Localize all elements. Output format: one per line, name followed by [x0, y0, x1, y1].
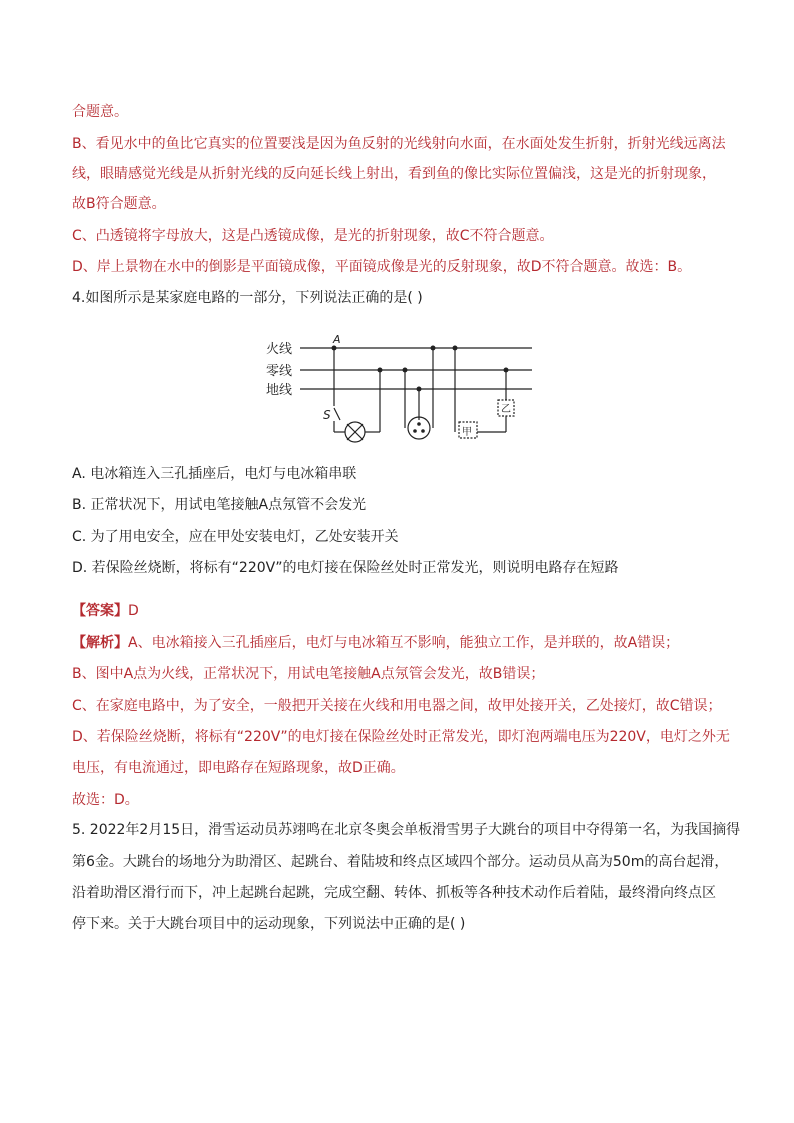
q4-option-c: C. 为了用电安全，应在甲处安装电灯，乙处安装开关: [72, 529, 399, 545]
label-switch-s: S: [323, 408, 331, 422]
label-ground-wire: 地线: [266, 383, 293, 398]
q3-analysis-line-4: 故B符合题意。: [72, 196, 166, 212]
switch-s: [334, 408, 340, 420]
q3-analysis-line-6: D、岸上景物在水中的倒影是平面镜成像，平面镜成像是光的反射现象，故D不符合题意。故选：B。: [72, 259, 692, 275]
q5-stem-line-2: 第6金。大跳台的场地分为助滑区、起跳台、着陆坡和终点区域四个部分。运动员从高为50m的高台起滑，: [72, 854, 729, 870]
socket-icon: [408, 417, 430, 439]
q4-stem: 4.如图所示是某家庭电路的一部分，下列说法正确的是( ): [72, 290, 423, 306]
q3-analysis-line-2: B、看见水中的鱼比它真实的位置要浅是因为鱼反射的光线射向水面，在水面处发生折射，折射光线远离法: [72, 136, 726, 152]
label-yi: 乙: [501, 404, 511, 415]
q4-analysis-line-3: C、在家庭电路中，为了安全，一般把开关接在火线和用电器之间，故甲处接开关，乙处接灯，故C错误；: [72, 698, 722, 714]
answer-value: D: [128, 603, 139, 619]
q3-analysis-line-1: 合题意。: [72, 104, 128, 120]
q4-answer-row: [72, 601, 742, 621]
analysis-text-1: A、电冰箱接入三孔插座后，电灯与电冰箱互不影响，能独立工作，是并联的，故A错误；: [128, 635, 680, 651]
q4-option-b: B. 正常状况下，用试电笔接触A点氖管不会发光: [72, 497, 367, 513]
label-point-a: A: [333, 333, 341, 346]
circuit-diagram: [262, 328, 552, 448]
analysis-tag: 【解析】: [72, 635, 128, 651]
label-jia: 甲: [462, 427, 472, 438]
q4-analysis-line-4: D、若保险丝烧断，将标有“220V”的电灯接在保险丝处时正常发光，即灯泡两端电压为220V，电灯之外无: [72, 729, 730, 745]
q4-option-a: A. 电冰箱连入三孔插座后，电灯与电冰箱串联: [72, 466, 357, 482]
answer-tag: 【答案】: [72, 603, 128, 619]
q3-analysis-line-5: C、凸透镜将字母放大，这是凸透镜成像，是光的折射现象，故C不符合题意。: [72, 228, 554, 244]
q4-analysis-line-5: 电压，有电流通过，即电路存在短路现象，故D正确。: [72, 760, 405, 776]
q4-analysis-line-1: [72, 633, 742, 653]
q3-analysis-line-3: 线，眼睛感觉光线是从折射光线的反向延长线上射出，看到鱼的像比实际位置偏浅，这是光的折射现象，: [72, 166, 716, 182]
q4-conclusion: 故选：D。: [72, 792, 139, 808]
q5-stem-line-4: 停下来。关于大跳台项目中的运动现象，下列说法中正确的是( ): [72, 916, 466, 932]
q4-option-d: D. 若保险丝烧断，将标有“220V”的电灯接在保险丝处时正常发光，则说明电路存在短路: [72, 560, 619, 576]
q5-stem-line-3: 沿着助滑区滑行而下，冲上起跳台起跳，完成空翻、转体、抓板等各种技术动作后着陆，最终滑向终点区: [72, 885, 716, 901]
q4-analysis-line-2: B、图中A点为火线，正常状况下，用试电笔接触A点氖管会发光，故B错误；: [72, 666, 545, 682]
label-live-wire: 火线: [266, 342, 293, 357]
label-neutral-wire: 零线: [266, 364, 293, 379]
q5-stem-line-1: 5. 2022年2月15日，滑雪运动员苏翊鸣在北京冬奥会单板滑雪男子大跳台的项目中夺得第一名，为我国摘得: [72, 822, 741, 838]
